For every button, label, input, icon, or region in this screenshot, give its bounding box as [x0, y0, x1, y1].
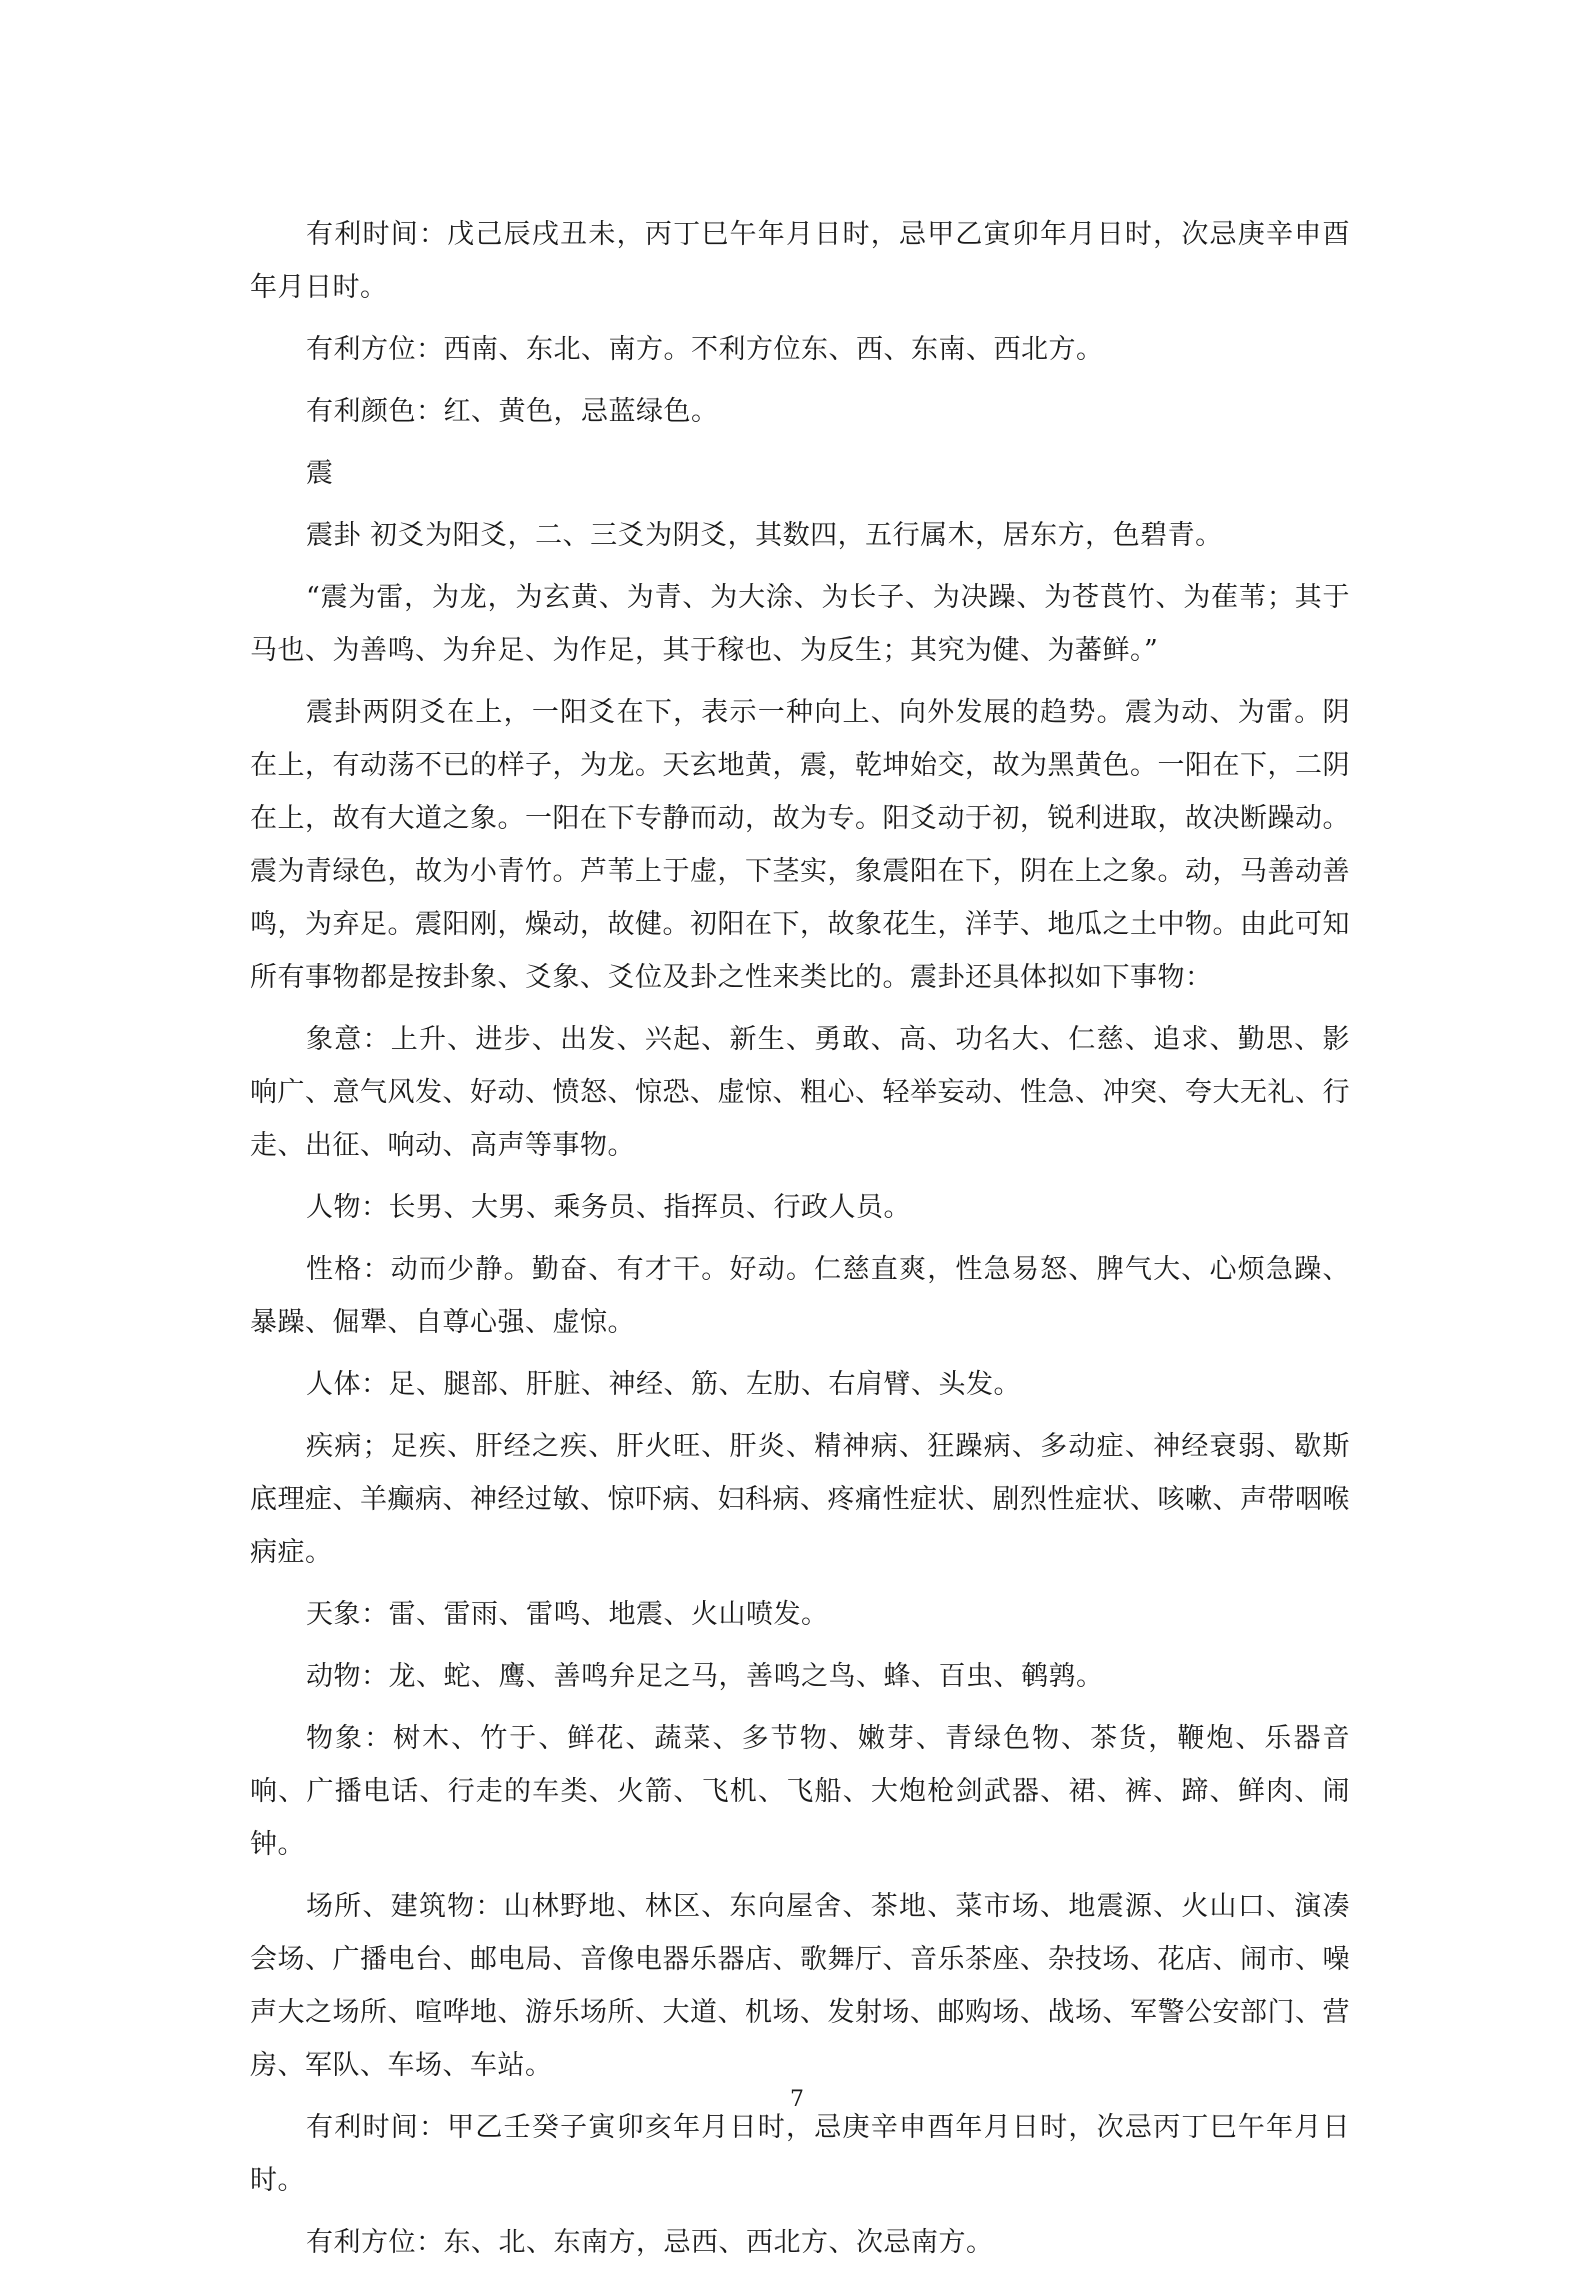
paragraph-disease: 疾病；足疾、肝经之疾、肝火旺、肝炎、精神病、狂躁病、多动症、神经衰弱、歇斯底理症、羊癫病、神经过敏、惊吓病、妇科病、疼痛性症状、剧烈性症状、咳嗽、声带咽喉病症。: [250, 1431, 1350, 1568]
paragraph-character: 性格：动而少静。勤奋、有才干。好动。仁慈直爽，性急易怒、脾气大、心烦急躁、暴躁、倔犟、自尊心强、虚惊。: [250, 1254, 1350, 1338]
paragraph-weather: 天象：雷、雷雨、雷鸣、地震、火山喷发。: [306, 1599, 829, 1630]
paragraph-favorable-time-1: 有利时间：戊己辰戌丑未，丙丁巳午年月日时，忌甲乙寅卯年月日时，次忌庚辛申酉年月日时。: [250, 219, 1350, 303]
paragraph-quotation: “震为雷，为龙，为玄黄、为青、为大涂、为长子、为决躁、为苍莨竹、为萑苇；其于马也、为善鸣、为弁足、为作足，其于稼也、为反生；其究为健、为蕃鲜。”: [250, 582, 1350, 666]
section-heading-zhen: 震: [306, 458, 334, 489]
paragraph-persons: 人物：长男、大男、乘务员、指挥员、行政人员。: [306, 1192, 911, 1223]
page-number: 7: [790, 2087, 804, 2112]
paragraph-zhen-gua: 震卦 初爻为阳爻，二、三爻为阴爻，其数四，五行属木，居东方，色碧青。: [306, 520, 1223, 551]
paragraph-favorable-direction-2: 有利方位：东、北、东南方，忌西、西北方、次忌南方。: [306, 2227, 994, 2258]
paragraph-objects: 物象：树木、竹于、鲜花、蔬菜、多节物、嫩芽、青绿色物、茶货，鞭炮、乐器音响、广播电话、行走的车类、火箭、飞机、飞船、大炮枪剑武器、裙、裤、蹄、鲜肉、闹钟。: [250, 1723, 1350, 1860]
paragraph-places: 场所、建筑物：山林野地、林区、东向屋舍、茶地、菜市场、地震源、火山口、演凑会场、广播电台、邮电局、音像电器乐器店、歌舞厅、音乐茶座、杂技场、花店、闹市、噪声大之场所、喧哗地、游乐场所、大道、机场、发射场、邮购场、战场、军警公安部门、营房、军队、车场、车站。: [250, 1891, 1350, 2081]
page-body: [250, 208, 1350, 2278]
paragraph-favorable-time-2: 有利时间：甲乙壬癸子寅卯亥年月日时，忌庚辛申酉年月日时，次忌丙丁巳午年月日时。: [250, 2112, 1350, 2196]
paragraph-favorable-color: 有利颜色：红、黄色，忌蓝绿色。: [306, 396, 719, 427]
paragraph-body: 人体：足、腿部、肝脏、神经、筋、左肋、右肩臂、头发。: [306, 1369, 1021, 1400]
paragraph-meaning: 象意：上升、进步、出发、兴起、新生、勇敢、高、功名大、仁慈、追求、勤思、影响广、意气风发、好动、愤怒、惊恐、虚惊、粗心、轻举妄动、性急、冲突、夸大无礼、行走、出征、响动、高声等事物。: [250, 1024, 1350, 1161]
paragraph-animals: 动物：龙、蛇、鹰、善鸣弁足之马，善鸣之鸟、蜂、百虫、鹌鹑。: [306, 1661, 1104, 1692]
paragraph-explanation: 震卦两阴爻在上，一阳爻在下，表示一种向上、向外发展的趋势。震为动、为雷。阴在上，有动荡不已的样子，为龙。天玄地黄，震，乾坤始交，故为黑黄色。一阳在下，二阴在上，故有大道之象。一阳在下专静而动，故为专。阳爻动于初，锐利进取，故决断躁动。震为青绿色，故为小青竹。芦苇上于虚，下茎实，象震阳在下，阴在上之象。动，马善动善鸣，为弃足。震阳刚，燥动，故健。初阳在下，故象花生，洋芋、地瓜之土中物。由此可知所有事物都是按卦象、爻象、爻位及卦之性来类比的。震卦还具体拟如下事物：: [250, 697, 1350, 993]
paragraph-favorable-direction-1: 有利方位：西南、东北、南方。不利方位东、西、东南、西北方。: [306, 334, 1104, 365]
